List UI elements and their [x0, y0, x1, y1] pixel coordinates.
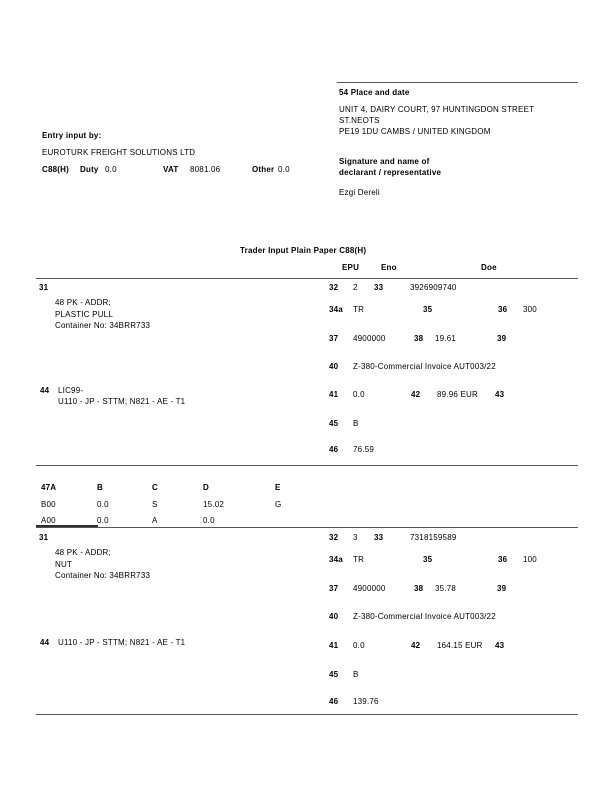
col-doe-label: Doe	[481, 263, 497, 272]
tax-row2-base: 0.0	[97, 516, 109, 525]
box37-label: 37	[329, 334, 339, 343]
box40-label: 40	[329, 362, 339, 371]
col-epu-label: EPU	[342, 263, 360, 272]
box32-value: 2	[353, 283, 358, 292]
tax-row1-type: B00	[41, 500, 56, 509]
box44-label: 44	[40, 386, 50, 395]
box46-value: 76.59	[353, 445, 375, 454]
box45-value: B	[353, 670, 359, 679]
tax-row1-base: 0.0	[97, 500, 109, 509]
vat-value: 8081.06	[190, 165, 221, 174]
header-divider	[36, 278, 578, 279]
signature-label-line2: declarant / representative	[339, 168, 442, 177]
box44-label: 44	[40, 638, 50, 647]
place-and-date-divider	[337, 82, 578, 83]
box38-value: 35.78	[435, 584, 457, 593]
tax-row2-type: A00	[41, 516, 56, 525]
box32-value: 3	[353, 533, 358, 542]
box34a-label: 34a	[329, 555, 343, 564]
address-line-2: ST.NEOTS	[339, 116, 380, 125]
box33-label: 33	[374, 283, 384, 292]
box41-label: 41	[329, 641, 339, 650]
box33-value: 7318159589	[410, 533, 457, 542]
other-label: Other	[252, 165, 275, 174]
address-line-1: UNIT 4, DAIRY COURT, 97 HUNTINGDON STREET	[339, 105, 535, 114]
box40-value: Z-380-Commercial Invoice AUT003/22	[353, 362, 496, 371]
box43-label: 43	[495, 641, 505, 650]
box31-label: 31	[39, 533, 49, 542]
box34a-label: 34a	[329, 305, 343, 314]
box38-label: 38	[414, 584, 424, 593]
box38-value: 19.61	[435, 334, 457, 343]
box46-label: 46	[329, 697, 339, 706]
box45-label: 45	[329, 670, 339, 679]
vat-label: VAT	[163, 165, 179, 174]
box37-value: 4900000	[353, 584, 386, 593]
box40-label: 40	[329, 612, 339, 621]
declarant-name: Ezgi Dereli	[339, 188, 380, 197]
box31-goods-line1: 48 PK - ADDR;	[55, 548, 111, 557]
box31-container-no: Container No: 34BRR733	[55, 571, 151, 580]
form-code: C88(H)	[42, 165, 69, 174]
box42-label: 42	[411, 390, 421, 399]
box33-label: 33	[374, 533, 384, 542]
box44-line2: U110 - JP - STTM; N821 - AE - T1	[58, 397, 186, 406]
box45-value: B	[353, 419, 359, 428]
box32-label: 32	[329, 283, 339, 292]
box42-label: 42	[411, 641, 421, 650]
tax-row2-rate: A	[152, 516, 158, 525]
box39-label: 39	[497, 334, 507, 343]
box41-value: 0.0	[353, 390, 365, 399]
tax-col-c-header: C	[152, 483, 158, 492]
box41-label: 41	[329, 390, 339, 399]
tax-row1-amount: 15.02	[203, 500, 225, 509]
box36-label: 36	[498, 305, 508, 314]
tax-col-e-header: E	[275, 483, 281, 492]
box31-goods-line1: 48 PK - ADDR;	[55, 298, 111, 307]
box35-label: 35	[423, 555, 433, 564]
document-title: Trader Input Plain Paper C88(H)	[240, 246, 367, 255]
signature-label-line1: Signature and name of	[339, 157, 430, 166]
box40-value: Z-380-Commercial Invoice AUT003/22	[353, 612, 496, 621]
item-end-divider	[36, 465, 578, 466]
box36-label: 36	[498, 555, 508, 564]
box32-label: 32	[329, 533, 339, 542]
box34a-value: TR	[353, 555, 365, 564]
box34a-value: TR	[353, 305, 365, 314]
duty-label: Duty	[80, 165, 99, 174]
box44-line1: U110 - JP - STTM; N821 - AE - T1	[58, 638, 186, 647]
box45-label: 45	[329, 419, 339, 428]
box31-label: 31	[39, 283, 49, 292]
other-value: 0.0	[278, 165, 290, 174]
box46-value: 139.76	[353, 697, 379, 706]
box44-line1: LIC99-	[58, 386, 84, 395]
tax-row2-amount: 0.0	[203, 516, 215, 525]
box33-value: 3926909740	[410, 283, 457, 292]
box38-label: 38	[414, 334, 424, 343]
box37-label: 37	[329, 584, 339, 593]
box46-label: 46	[329, 445, 339, 454]
entry-company-name: EUROTURK FREIGHT SOLUTIONS LTD	[42, 148, 196, 157]
duty-value: 0.0	[105, 165, 117, 174]
box35-label: 35	[423, 305, 433, 314]
box41-value: 0.0	[353, 641, 365, 650]
box37-value: 4900000	[353, 334, 386, 343]
box36-value: 100	[523, 555, 537, 564]
tax-row1-mop: G	[275, 500, 282, 509]
box31-goods-line2: PLASTIC PULL	[55, 310, 113, 319]
tax-col-47a-header: 47A	[41, 483, 57, 492]
box42-value: 164.15 EUR	[437, 641, 483, 650]
tax-col-b-header: B	[97, 483, 103, 492]
col-eno-label: Eno	[381, 263, 397, 272]
box43-label: 43	[495, 390, 505, 399]
item-end-divider	[36, 714, 578, 715]
entry-input-by-label: Entry input by:	[42, 131, 102, 140]
box42-value: 89.96 EUR	[437, 390, 478, 399]
tax-table-divider	[36, 527, 578, 528]
box54-label: 54 Place and date	[339, 88, 410, 97]
box39-label: 39	[497, 584, 507, 593]
box36-value: 300	[523, 305, 537, 314]
box31-goods-line2: NUT	[55, 560, 73, 569]
tax-row1-rate: S	[152, 500, 158, 509]
tax-col-d-header: D	[203, 483, 209, 492]
address-line-3: PE19 1DU CAMBS / UNITED KINGDOM	[339, 127, 491, 136]
box31-container-no: Container No: 34BRR733	[55, 321, 151, 330]
